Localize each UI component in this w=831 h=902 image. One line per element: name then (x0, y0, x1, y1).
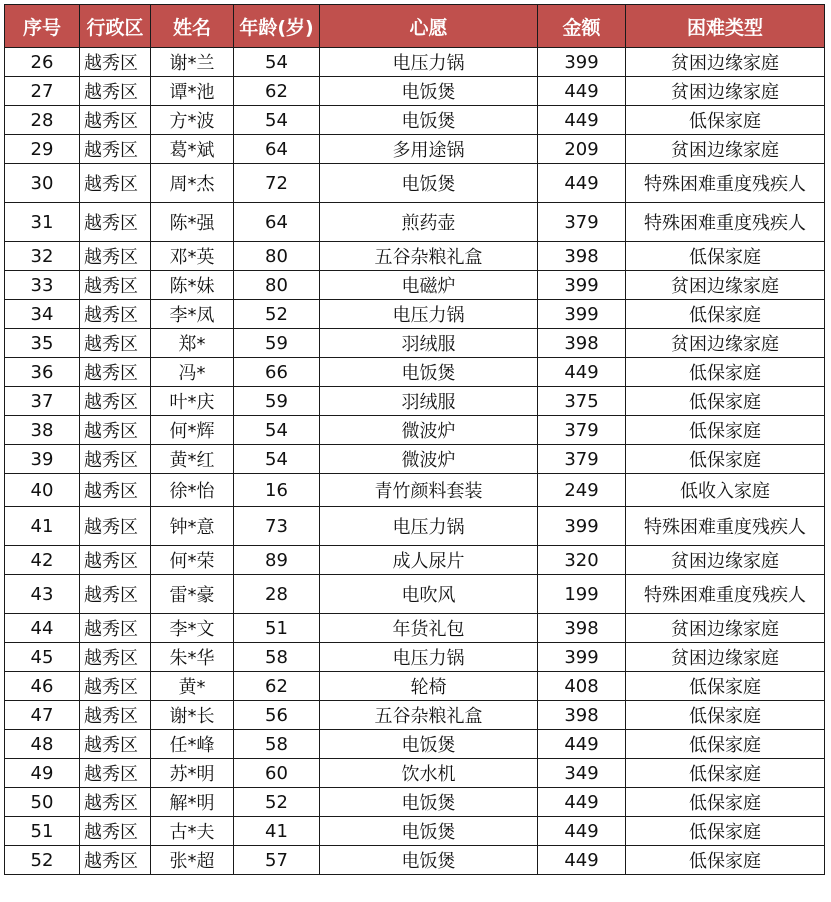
table-row (5, 672, 825, 701)
cell-hardship-type: 低保家庭 (626, 358, 825, 387)
cell-name: 黄*红 (151, 445, 234, 474)
cell-district: 越秀区 (80, 387, 151, 416)
cell-district: 越秀区 (80, 242, 151, 271)
cell-amount: 408 (538, 672, 626, 701)
cell-name: 何*辉 (151, 416, 234, 445)
cell-amount: 449 (538, 846, 626, 875)
cell-serial: 27 (5, 77, 80, 106)
header-cell-age: 年龄(岁) (234, 5, 320, 48)
cell-serial: 28 (5, 106, 80, 135)
cell-amount: 399 (538, 643, 626, 672)
cell-name: 黄* (151, 672, 234, 701)
cell-district: 越秀区 (80, 474, 151, 507)
cell-amount: 209 (538, 135, 626, 164)
cell-wish: 电压力锅 (320, 643, 538, 672)
cell-serial: 26 (5, 48, 80, 77)
cell-district: 越秀区 (80, 817, 151, 846)
cell-district: 越秀区 (80, 445, 151, 474)
cell-hardship-type: 低保家庭 (626, 672, 825, 701)
cell-serial: 37 (5, 387, 80, 416)
cell-age: 58 (234, 643, 320, 672)
cell-hardship-type: 低保家庭 (626, 817, 825, 846)
cell-age: 89 (234, 546, 320, 575)
cell-wish: 电饭煲 (320, 358, 538, 387)
cell-amount: 379 (538, 203, 626, 242)
cell-amount: 399 (538, 300, 626, 329)
cell-age: 54 (234, 416, 320, 445)
header-cell-name: 姓名 (151, 5, 234, 48)
cell-district: 越秀区 (80, 416, 151, 445)
cell-name: 任*峰 (151, 730, 234, 759)
cell-hardship-type: 特殊困难重度残疾人 (626, 164, 825, 203)
cell-serial: 32 (5, 242, 80, 271)
cell-age: 54 (234, 106, 320, 135)
cell-name: 解*明 (151, 788, 234, 817)
cell-wish: 电饭煲 (320, 106, 538, 135)
header-cell-district: 行政区 (80, 5, 151, 48)
cell-wish: 多用途锅 (320, 135, 538, 164)
table-row (5, 730, 825, 759)
cell-age: 60 (234, 759, 320, 788)
cell-wish: 青竹颜料套装 (320, 474, 538, 507)
cell-hardship-type: 低保家庭 (626, 788, 825, 817)
cell-hardship-type: 贫困边缘家庭 (626, 329, 825, 358)
cell-district: 越秀区 (80, 48, 151, 77)
cell-name: 谢*长 (151, 701, 234, 730)
cell-amount: 379 (538, 445, 626, 474)
table-row (5, 77, 825, 106)
cell-district: 越秀区 (80, 164, 151, 203)
table-row (5, 546, 825, 575)
cell-district: 越秀区 (80, 614, 151, 643)
cell-name: 方*波 (151, 106, 234, 135)
cell-district: 越秀区 (80, 300, 151, 329)
cell-name: 谭*池 (151, 77, 234, 106)
cell-age: 16 (234, 474, 320, 507)
cell-serial: 31 (5, 203, 80, 242)
cell-serial: 45 (5, 643, 80, 672)
cell-name: 李*文 (151, 614, 234, 643)
cell-hardship-type: 贫困边缘家庭 (626, 271, 825, 300)
cell-age: 66 (234, 358, 320, 387)
cell-name: 陈*妹 (151, 271, 234, 300)
cell-age: 80 (234, 242, 320, 271)
cell-district: 越秀区 (80, 358, 151, 387)
cell-wish: 饮水机 (320, 759, 538, 788)
cell-age: 59 (234, 329, 320, 358)
cell-amount: 249 (538, 474, 626, 507)
cell-hardship-type: 低保家庭 (626, 300, 825, 329)
cell-name: 郑* (151, 329, 234, 358)
cell-wish: 轮椅 (320, 672, 538, 701)
cell-wish: 五谷杂粮礼盒 (320, 701, 538, 730)
cell-amount: 449 (538, 106, 626, 135)
cell-name: 陈*强 (151, 203, 234, 242)
cell-hardship-type: 低保家庭 (626, 846, 825, 875)
cell-age: 57 (234, 846, 320, 875)
table-row (5, 701, 825, 730)
cell-amount: 399 (538, 48, 626, 77)
header-row (5, 5, 825, 48)
cell-serial: 33 (5, 271, 80, 300)
cell-hardship-type: 低保家庭 (626, 701, 825, 730)
cell-amount: 375 (538, 387, 626, 416)
cell-name: 冯* (151, 358, 234, 387)
cell-serial: 38 (5, 416, 80, 445)
cell-amount: 398 (538, 329, 626, 358)
table-row (5, 164, 825, 203)
cell-hardship-type: 低保家庭 (626, 416, 825, 445)
cell-hardship-type: 贫困边缘家庭 (626, 614, 825, 643)
cell-serial: 36 (5, 358, 80, 387)
cell-district: 越秀区 (80, 77, 151, 106)
cell-serial: 49 (5, 759, 80, 788)
table-body (5, 48, 825, 875)
cell-wish: 电压力锅 (320, 300, 538, 329)
cell-age: 52 (234, 788, 320, 817)
cell-name: 古*夫 (151, 817, 234, 846)
cell-serial: 44 (5, 614, 80, 643)
cell-wish: 羽绒服 (320, 387, 538, 416)
table-row (5, 48, 825, 77)
cell-name: 钟*意 (151, 507, 234, 546)
cell-hardship-type: 低保家庭 (626, 445, 825, 474)
cell-name: 徐*怡 (151, 474, 234, 507)
cell-age: 41 (234, 817, 320, 846)
cell-district: 越秀区 (80, 788, 151, 817)
cell-serial: 34 (5, 300, 80, 329)
table-row (5, 203, 825, 242)
cell-hardship-type: 贫困边缘家庭 (626, 135, 825, 164)
cell-name: 张*超 (151, 846, 234, 875)
cell-amount: 449 (538, 358, 626, 387)
cell-age: 72 (234, 164, 320, 203)
cell-name: 谢*兰 (151, 48, 234, 77)
table-row (5, 507, 825, 546)
cell-district: 越秀区 (80, 271, 151, 300)
cell-wish: 电吹风 (320, 575, 538, 614)
cell-wish: 电饭煲 (320, 788, 538, 817)
table-row (5, 329, 825, 358)
cell-wish: 微波炉 (320, 416, 538, 445)
cell-name: 苏*明 (151, 759, 234, 788)
cell-age: 58 (234, 730, 320, 759)
cell-serial: 29 (5, 135, 80, 164)
cell-district: 越秀区 (80, 507, 151, 546)
cell-district: 越秀区 (80, 329, 151, 358)
cell-serial: 47 (5, 701, 80, 730)
cell-age: 59 (234, 387, 320, 416)
cell-district: 越秀区 (80, 643, 151, 672)
wishes-table (4, 4, 825, 875)
cell-age: 80 (234, 271, 320, 300)
cell-name: 何*荣 (151, 546, 234, 575)
cell-serial: 52 (5, 846, 80, 875)
cell-amount: 320 (538, 546, 626, 575)
cell-wish: 羽绒服 (320, 329, 538, 358)
cell-serial: 46 (5, 672, 80, 701)
cell-age: 54 (234, 445, 320, 474)
cell-amount: 199 (538, 575, 626, 614)
cell-amount: 449 (538, 730, 626, 759)
table-row (5, 358, 825, 387)
cell-amount: 398 (538, 701, 626, 730)
cell-serial: 39 (5, 445, 80, 474)
header-cell-amount: 金额 (538, 5, 626, 48)
cell-hardship-type: 低收入家庭 (626, 474, 825, 507)
cell-name: 李*凤 (151, 300, 234, 329)
cell-serial: 42 (5, 546, 80, 575)
cell-district: 越秀区 (80, 203, 151, 242)
cell-wish: 电压力锅 (320, 507, 538, 546)
cell-age: 51 (234, 614, 320, 643)
header-cell-wish: 心愿 (320, 5, 538, 48)
cell-hardship-type: 低保家庭 (626, 106, 825, 135)
cell-hardship-type: 特殊困难重度残疾人 (626, 575, 825, 614)
cell-hardship-type: 低保家庭 (626, 242, 825, 271)
table-row (5, 575, 825, 614)
cell-amount: 449 (538, 817, 626, 846)
cell-hardship-type: 特殊困难重度残疾人 (626, 203, 825, 242)
table-row (5, 614, 825, 643)
cell-wish: 电饭煲 (320, 77, 538, 106)
cell-serial: 35 (5, 329, 80, 358)
cell-wish: 微波炉 (320, 445, 538, 474)
cell-wish: 电磁炉 (320, 271, 538, 300)
header-cell-serial: 序号 (5, 5, 80, 48)
header-cell-hardship-type: 困难类型 (626, 5, 825, 48)
table-row (5, 846, 825, 875)
cell-amount: 399 (538, 507, 626, 546)
cell-age: 62 (234, 77, 320, 106)
table-row (5, 300, 825, 329)
cell-amount: 349 (538, 759, 626, 788)
cell-hardship-type: 贫困边缘家庭 (626, 48, 825, 77)
cell-district: 越秀区 (80, 846, 151, 875)
cell-district: 越秀区 (80, 730, 151, 759)
cell-serial: 41 (5, 507, 80, 546)
table-row (5, 817, 825, 846)
cell-hardship-type: 贫困边缘家庭 (626, 77, 825, 106)
table-row (5, 759, 825, 788)
cell-amount: 398 (538, 242, 626, 271)
cell-hardship-type: 特殊困难重度残疾人 (626, 507, 825, 546)
cell-wish: 年货礼包 (320, 614, 538, 643)
wishes-table-container (4, 4, 825, 875)
cell-serial: 48 (5, 730, 80, 759)
table-row (5, 135, 825, 164)
cell-age: 54 (234, 48, 320, 77)
cell-age: 62 (234, 672, 320, 701)
table-row (5, 387, 825, 416)
table-row (5, 445, 825, 474)
cell-age: 52 (234, 300, 320, 329)
cell-wish: 电饭煲 (320, 164, 538, 203)
cell-amount: 398 (538, 614, 626, 643)
table-row (5, 106, 825, 135)
cell-hardship-type: 低保家庭 (626, 730, 825, 759)
cell-district: 越秀区 (80, 575, 151, 614)
cell-wish: 煎药壶 (320, 203, 538, 242)
cell-amount: 379 (538, 416, 626, 445)
cell-wish: 五谷杂粮礼盒 (320, 242, 538, 271)
cell-serial: 51 (5, 817, 80, 846)
cell-hardship-type: 低保家庭 (626, 387, 825, 416)
cell-serial: 50 (5, 788, 80, 817)
cell-hardship-type: 贫困边缘家庭 (626, 546, 825, 575)
cell-name: 朱*华 (151, 643, 234, 672)
cell-hardship-type: 贫困边缘家庭 (626, 643, 825, 672)
table-row (5, 242, 825, 271)
cell-age: 64 (234, 203, 320, 242)
cell-name: 葛*斌 (151, 135, 234, 164)
cell-name: 邓*英 (151, 242, 234, 271)
cell-district: 越秀区 (80, 546, 151, 575)
cell-serial: 43 (5, 575, 80, 614)
cell-age: 64 (234, 135, 320, 164)
cell-wish: 电饭煲 (320, 817, 538, 846)
cell-district: 越秀区 (80, 759, 151, 788)
cell-district: 越秀区 (80, 672, 151, 701)
cell-age: 73 (234, 507, 320, 546)
cell-age: 28 (234, 575, 320, 614)
cell-name: 周*杰 (151, 164, 234, 203)
table-row (5, 643, 825, 672)
cell-name: 雷*豪 (151, 575, 234, 614)
cell-amount: 399 (538, 271, 626, 300)
table-row (5, 416, 825, 445)
cell-age: 56 (234, 701, 320, 730)
cell-amount: 449 (538, 164, 626, 203)
cell-serial: 30 (5, 164, 80, 203)
cell-serial: 40 (5, 474, 80, 507)
cell-amount: 449 (538, 788, 626, 817)
table-row (5, 474, 825, 507)
cell-wish: 成人尿片 (320, 546, 538, 575)
cell-name: 叶*庆 (151, 387, 234, 416)
table-row (5, 788, 825, 817)
cell-district: 越秀区 (80, 106, 151, 135)
cell-district: 越秀区 (80, 135, 151, 164)
cell-hardship-type: 低保家庭 (626, 759, 825, 788)
cell-amount: 449 (538, 77, 626, 106)
table-row (5, 271, 825, 300)
cell-wish: 电饭煲 (320, 730, 538, 759)
cell-wish: 电饭煲 (320, 846, 538, 875)
cell-wish: 电压力锅 (320, 48, 538, 77)
cell-district: 越秀区 (80, 701, 151, 730)
